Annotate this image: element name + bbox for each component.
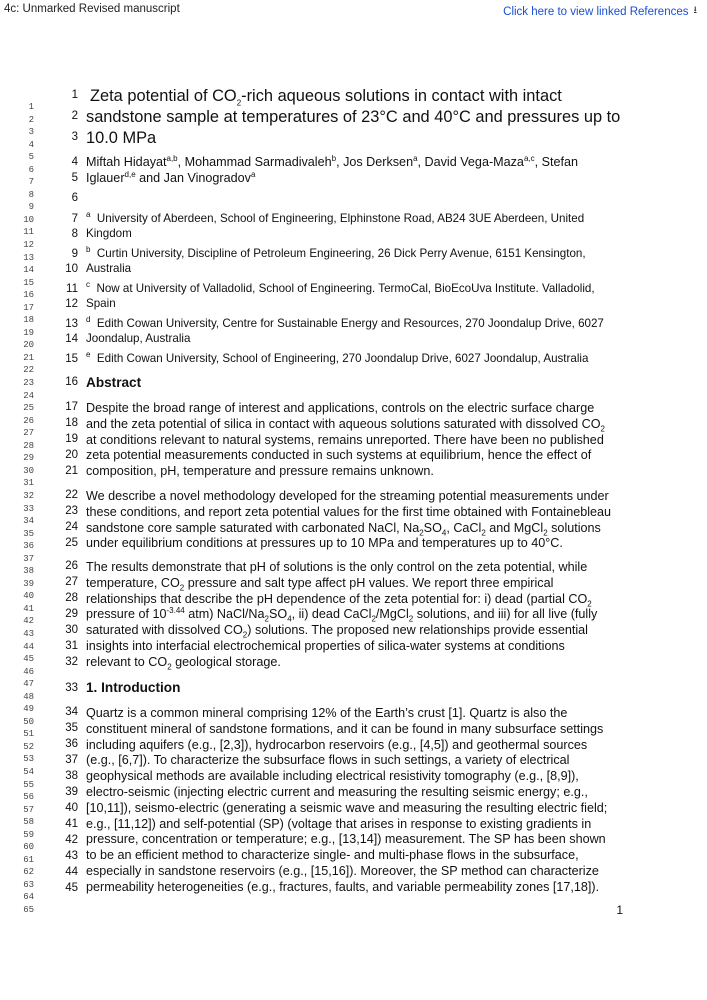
margin-number: 3 xyxy=(28,127,34,138)
margin-number: 4 xyxy=(28,139,34,150)
line-number: 6 xyxy=(71,192,78,204)
line-number: 7 xyxy=(71,213,78,225)
introduction-heading: 1. Introduction xyxy=(86,680,181,695)
line-number: 34 xyxy=(65,706,78,718)
line-number: 5 xyxy=(71,172,78,184)
margin-number: 32 xyxy=(23,490,34,501)
line-number: 43 xyxy=(65,850,78,862)
line-number: 16 xyxy=(65,376,78,388)
line-number: 36 xyxy=(65,738,78,750)
intro-line: electro-seismic (injecting electric current and measuring the resulting seismic energy; e.g., xyxy=(86,784,588,799)
manuscript-label: 4c: Unmarked Revised manuscript xyxy=(4,3,180,15)
intro-line: Quartz is a common mineral comprising 12% of the Earth’s crust [1]. Quartz is also the xyxy=(86,706,568,720)
margin-number: 23 xyxy=(23,378,34,389)
margin-number: 37 xyxy=(23,553,34,564)
intro-line: to be an efficient method to characterize single- and multi-phase flows in the subsurface, xyxy=(86,848,579,863)
margin-number: 39 xyxy=(23,578,34,589)
margin-number: 61 xyxy=(23,854,34,865)
line-number: 15 xyxy=(65,353,78,365)
line-number: 29 xyxy=(65,608,78,620)
margin-number: 35 xyxy=(23,528,34,539)
margin-number: 13 xyxy=(23,252,34,263)
author-list xyxy=(86,154,622,186)
line-number: 42 xyxy=(65,834,78,846)
margin-number: 51 xyxy=(23,729,34,740)
margin-number: 59 xyxy=(23,829,34,840)
line-number: 45 xyxy=(65,882,78,894)
intro-line: (e.g., [6,7]). To characterize the subsurface flows in such settings, a variety of electrical xyxy=(86,753,570,768)
affiliation-b: $^b$ Curtin University, Discipline of Petroleum Engineering, 26 Dick Perry Avenue, 6151 Kensington, Australia xyxy=(86,245,586,275)
line-number: 37 xyxy=(65,754,78,766)
line-number: 14 xyxy=(65,333,78,345)
margin-number: 62 xyxy=(23,867,34,878)
authors-line-2: Iglauer$^{d,e}$ and Jan Vinogradov$^a$ xyxy=(86,169,256,185)
line-number: 40 xyxy=(65,802,78,814)
margin-line-numbers xyxy=(6,101,34,917)
margin-number: 19 xyxy=(23,327,34,338)
margin-number: 60 xyxy=(23,842,34,853)
margin-number: 63 xyxy=(23,879,34,890)
affiliation-a: $^a$ University of Aberdeen, School of Engineering, Elphinstone Road, AB24 3UE Aberdeen, United Kingdom xyxy=(86,210,585,240)
authors-line-1: Miftah Hidayat$^{a,b}$, Mohammad Sarmadivaleh$^b$, Jos Derksen$^a$, David Vega-Maza$^{a,c}$, Stefan xyxy=(86,153,579,169)
margin-number: 29 xyxy=(23,453,34,464)
margin-number: 55 xyxy=(23,779,34,790)
line-number: 33 xyxy=(65,682,78,694)
line-number: 21 xyxy=(65,465,78,477)
linked-references-link[interactable] xyxy=(503,3,697,20)
margin-number: 43 xyxy=(23,628,34,639)
margin-number: 42 xyxy=(23,616,34,627)
linked-references-label[interactable]: Click here to view linked References xyxy=(503,5,689,18)
margin-number: 27 xyxy=(23,428,34,439)
margin-number: 30 xyxy=(23,465,34,476)
line-number: 31 xyxy=(65,640,78,652)
line-number: 1 xyxy=(71,89,78,101)
margin-number: 57 xyxy=(23,804,34,815)
margin-number: 8 xyxy=(28,189,34,200)
margin-number: 65 xyxy=(23,905,34,915)
intro-line: permeability heterogeneities (e.g., fractures, faults, and variable permeability zones [17,18]). xyxy=(86,879,600,894)
margin-number: 9 xyxy=(28,202,34,213)
line-number: 24 xyxy=(65,521,78,533)
line-number: 12 xyxy=(65,298,78,310)
margin-number: 21 xyxy=(23,352,34,363)
margin-number: 16 xyxy=(23,290,34,301)
line-number: 23 xyxy=(65,505,78,517)
margin-number: 11 xyxy=(23,227,34,238)
margin-number: 41 xyxy=(23,603,34,614)
intro-line: e.g., [11,12]) and self-potential (SP) (voltage that arises in response to existing gradients in xyxy=(86,816,592,831)
abstract-paragraph-2: We describe a novel methodology developed for the streaming potential measurements under these conditions, and report zeta potential values for the first time obtained with Fontainebleau sandstone core sample saturated with carbonated NaCl, $Na_2SO_4$, CaCl$_2$ and MgCl$_2$ solutions under equilibrium conditions at pressures up to 10 MPa and temperatures up to 40°C. xyxy=(86,489,612,551)
affiliation-c: $^c$ Now at University of Valladolid, School of Engineering. TermoCal, BioEcoUva Institute. Valladolid, Spain xyxy=(86,280,595,310)
margin-number: 44 xyxy=(23,641,34,652)
margin-number: 5 xyxy=(28,152,34,163)
margin-number: 18 xyxy=(23,315,34,326)
margin-number: 2 xyxy=(28,114,34,125)
intro-line: pressure, concentration or temperature; e.g., [13,14]) measurement. The SP has been shown xyxy=(86,832,606,847)
margin-number: 33 xyxy=(23,503,34,514)
abstract-heading: Abstract xyxy=(86,375,142,390)
download-icon[interactable]: ⭳ xyxy=(693,5,697,16)
abstract-paragraph-3: The results demonstrate that pH of solutions is the only control on the zeta potential, while temperature, $CO_2$ pressure and salt type affect pH values. We report three empirical relationships that describe the pH dependence of the zeta potential for: i) dead (partial $CO_2$ pressure of $10^{-3.44}$ atm) NaCl/$Na_2SO_4$, ii) dead CaCl$_2$/MgCl$_2$ solutions, and iii) for all live (fully saturated with dissolved $CO_2$) solutions. The proposed new relationships provide essential insights into interfacial electrochemical properties of silica-water systems at conditions relevant to $CO_2$ geological storage. xyxy=(86,560,598,672)
margin-number: 7 xyxy=(28,177,34,188)
margin-number: 6 xyxy=(28,164,34,175)
margin-number: 26 xyxy=(23,415,34,426)
line-number: 2 xyxy=(71,110,78,122)
line-number: 4 xyxy=(71,156,78,168)
margin-number: 28 xyxy=(23,440,34,451)
line-number: 10 xyxy=(65,263,78,275)
margin-number: 12 xyxy=(23,240,34,251)
line-number: 18 xyxy=(65,417,78,429)
intro-line: including aquifers (e.g., [2,3]), hydrocarbon reservoirs (e.g., [4,5]) and geothermal sources xyxy=(86,737,588,752)
intro-line: especially in sandstone reservoirs (e.g., [15,16]). Moreover, the SP method can characterize xyxy=(86,863,599,878)
line-number: 22 xyxy=(65,489,78,501)
margin-number: 52 xyxy=(23,741,34,752)
line-number: 9 xyxy=(71,248,78,260)
abstract-paragraph-1: Despite the broad range of interest and applications, controls on the electric surface charge and the zeta potential of silica in contact with aqueous solutions saturated with dissolved $CO_2$ at conditions relevant to natural systems, remains unreported. There have been no published zeta potential measurements conducted in such systems at equilibrium, hence the effect of composition, pH, temperature and pressure remains unknown. xyxy=(86,401,605,479)
margin-number: 34 xyxy=(23,516,34,527)
line-number: 38 xyxy=(65,770,78,782)
title-line-2: sandstone sample at temperatures of 23°C and 40°C and pressures up to xyxy=(86,108,621,126)
margin-number: 45 xyxy=(23,654,34,665)
margin-number: 58 xyxy=(23,817,34,828)
margin-number: 48 xyxy=(23,691,34,702)
affiliation-d: $^d$ Edith Cowan University, Centre for Sustainable Energy and Resources, 270 Joondalup Drive, 6027 Joondalup, Australia xyxy=(86,315,604,345)
intro-line: geophysical methods are available including electrical resistivity tomography (e.g., [8,9]), xyxy=(86,769,579,784)
line-number: 11 xyxy=(66,283,78,295)
margin-number: 25 xyxy=(23,403,34,414)
margin-number: 56 xyxy=(23,792,34,803)
line-number: 32 xyxy=(65,656,78,668)
margin-number: 54 xyxy=(23,766,34,777)
intro-line: constituent mineral of sandstone formations, and it can be found in many subsurface settings xyxy=(86,721,604,736)
line-number: 17 xyxy=(65,401,78,413)
margin-number: 17 xyxy=(23,302,34,313)
line-number: 3 xyxy=(71,131,78,143)
margin-number: 50 xyxy=(23,716,34,727)
margin-number: 64 xyxy=(23,892,34,903)
margin-number: 49 xyxy=(23,704,34,715)
margin-number: 1 xyxy=(28,102,34,112)
margin-number: 46 xyxy=(23,666,34,677)
line-number: 39 xyxy=(65,786,78,798)
margin-number: 40 xyxy=(23,591,34,602)
margin-number: 20 xyxy=(23,340,34,351)
title-line-1: Zeta potential of $CO_2$-rich aqueous solutions in contact with intact xyxy=(90,87,562,108)
line-number: 41 xyxy=(65,818,78,830)
line-number: 30 xyxy=(65,624,78,636)
intro-line: [10,11]), seismo-electric (generating a seismic wave and measuring the resulting electric field; xyxy=(86,800,608,815)
line-number: 19 xyxy=(65,433,78,445)
line-number: 28 xyxy=(65,592,78,604)
margin-number: 22 xyxy=(23,365,34,376)
line-number: 25 xyxy=(65,537,78,549)
line-number: 44 xyxy=(65,866,78,878)
margin-number: 10 xyxy=(23,214,34,225)
paper-title xyxy=(86,86,622,149)
margin-number: 15 xyxy=(23,277,34,288)
margin-number: 47 xyxy=(23,679,34,690)
line-number: 8 xyxy=(71,228,78,240)
margin-number: 31 xyxy=(23,478,34,489)
margin-number: 24 xyxy=(23,390,34,401)
line-number: 27 xyxy=(65,576,78,588)
margin-number: 14 xyxy=(23,265,34,276)
line-number: 35 xyxy=(65,722,78,734)
margin-number: 53 xyxy=(23,754,34,765)
line-number: 20 xyxy=(65,449,78,461)
affiliation-e: $^e$ Edith Cowan University, School of Engineering, 270 Joondalup Drive, 6027 Joondalup, Australia xyxy=(86,350,589,365)
margin-number: 36 xyxy=(23,541,34,552)
margin-number: 38 xyxy=(23,566,34,577)
line-number: 13 xyxy=(65,318,78,330)
line-number: 26 xyxy=(65,560,78,572)
introduction-paragraph xyxy=(86,706,622,896)
page-number: 1 xyxy=(616,903,623,917)
title-line-3: 10.0 MPa xyxy=(86,129,157,147)
